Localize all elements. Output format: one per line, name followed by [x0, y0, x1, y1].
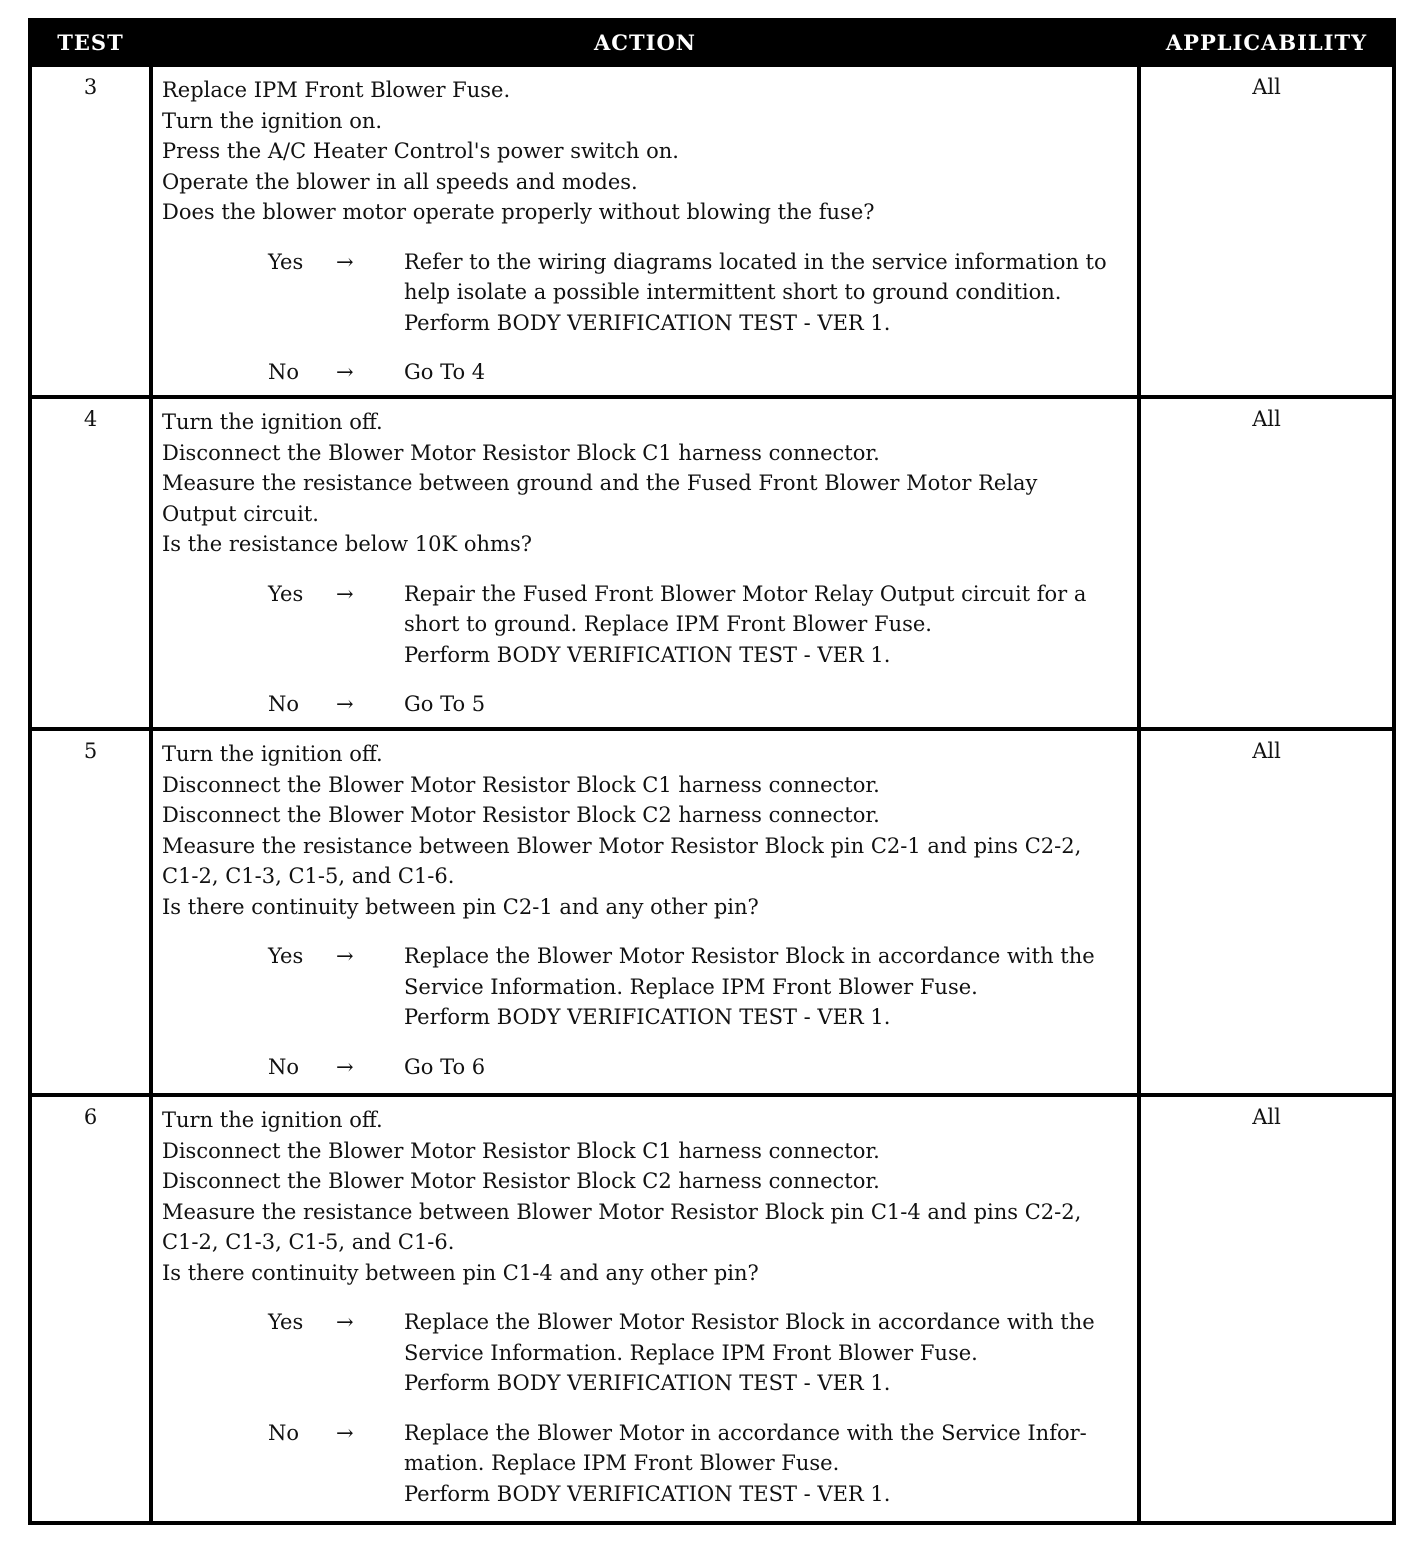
yes-result-line: Perform BODY VERIFICATION TEST - VER 1. [404, 1005, 891, 1029]
no-branch [162, 1418, 1129, 1510]
header-test: TEST [30, 20, 151, 65]
action-step: Measure the resistance between ground and the Fused Front Blower Motor Relay [162, 471, 1038, 495]
action-step: Replace IPM Front Blower Fuse. [162, 78, 511, 102]
action-step: Output circuit. [162, 501, 319, 526]
no-result [380, 1418, 1129, 1510]
no-branch [162, 357, 1129, 388]
yes-label: Yes [268, 249, 304, 274]
yes-result-line: Service Information. Replace IPM Front Blower Fuse. [404, 974, 978, 999]
applicability-value: All [1139, 1095, 1394, 1523]
no-result [380, 689, 1129, 720]
action-step: Disconnect the Blower Motor Resistor Block C1 harness connector. [162, 772, 880, 797]
action-step: Is there continuity between pin C2-1 and any other pin? [162, 894, 759, 919]
test-number: 5 [30, 729, 151, 1095]
yes-result [380, 1307, 1129, 1399]
action-step: Turn the ignition on. [162, 108, 383, 133]
arrow-right-icon: → [336, 1420, 354, 1445]
yes-result [380, 579, 1129, 671]
yes-result-line: Perform BODY VERIFICATION TEST - VER 1. [404, 642, 891, 667]
arrow-right-icon: → [336, 1310, 354, 1334]
action-cell [151, 729, 1139, 1095]
yes-label: Yes [268, 581, 304, 606]
header-applicability: APPLICABILITY [1139, 20, 1394, 65]
yes-result-line: Repair the Fused Front Blower Motor Relay Output circuit for a [404, 581, 1087, 606]
arrow-right-icon: → [336, 1054, 354, 1079]
arrow-right-icon: → [336, 581, 354, 606]
yes-result-line: Perform BODY VERIFICATION TEST - VER 1. [404, 310, 891, 335]
yes-result-line: Replace the Blower Motor Resistor Block in accordance with the [404, 944, 1095, 968]
table-row [30, 65, 1394, 397]
no-result-line: Go To 6 [404, 1054, 486, 1079]
no-result-line: mation. Replace IPM Front Blower Fuse. [404, 1451, 840, 1475]
table-body [30, 65, 1394, 1523]
arrow-right-icon: → [336, 249, 354, 274]
action-step: Turn the ignition off. [162, 1108, 383, 1132]
no-branch [162, 689, 1129, 720]
table-row [30, 397, 1394, 729]
action-step: Is there continuity between pin C1-4 and any other pin? [162, 1260, 759, 1285]
action-step: Press the A/C Heater Control's power switch on. [162, 139, 679, 163]
no-label: No [268, 692, 300, 716]
applicability-value: All [1139, 729, 1394, 1095]
test-number: 6 [30, 1095, 151, 1523]
yes-label: Yes [268, 1310, 304, 1334]
action-step: Disconnect the Blower Motor Resistor Block C2 harness connector. [162, 803, 880, 827]
no-label: No [268, 1420, 300, 1445]
yes-result-line: short to ground. Replace IPM Front Blower Fuse. [404, 612, 932, 636]
header-action: ACTION [151, 20, 1139, 65]
action-cell [151, 397, 1139, 729]
no-result-line: Perform BODY VERIFICATION TEST - VER 1. [404, 1481, 891, 1506]
action-step: C1-2, C1-3, C1-5, and C1-6. [162, 864, 455, 888]
no-label: No [268, 1054, 300, 1079]
action-step: Operate the blower in all speeds and modes. [162, 169, 638, 194]
action-step: Measure the resistance between Blower Motor Resistor Block pin C2-1 and pins C2-2, [162, 833, 1082, 858]
applicability-value: All [1139, 65, 1394, 397]
action-step: Turn the ignition off. [162, 410, 383, 434]
no-result [380, 1052, 1129, 1083]
no-result-line: Go To 4 [404, 360, 486, 384]
diagnostic-test-table [28, 18, 1396, 1525]
yes-result [380, 941, 1129, 1033]
yes-result-line: Perform BODY VERIFICATION TEST - VER 1. [404, 1371, 891, 1395]
yes-branch [162, 941, 1129, 1033]
action-step: Measure the resistance between Blower Motor Resistor Block pin C1-4 and pins C2-2, [162, 1199, 1082, 1224]
action-step: Disconnect the Blower Motor Resistor Block C1 harness connector. [162, 440, 880, 465]
action-step: Disconnect the Blower Motor Resistor Block C1 harness connector. [162, 1138, 880, 1163]
action-step: Turn the ignition off. [162, 742, 383, 766]
action-step: Disconnect the Blower Motor Resistor Block C2 harness connector. [162, 1169, 880, 1193]
yes-label: Yes [268, 944, 304, 968]
yes-result [380, 247, 1129, 339]
action-cell [151, 65, 1139, 397]
arrow-right-icon: → [336, 360, 354, 384]
test-number: 3 [30, 65, 151, 397]
action-cell [151, 1095, 1139, 1523]
table-header-row [30, 20, 1394, 65]
table-row [30, 1095, 1394, 1523]
yes-branch [162, 247, 1129, 339]
yes-result-line: Refer to the wiring diagrams located in the service information to [404, 249, 1107, 274]
test-number: 4 [30, 397, 151, 729]
yes-result-line: help isolate a possible intermittent short to ground condition. [404, 280, 1062, 304]
table-row [30, 729, 1394, 1095]
arrow-right-icon: → [336, 692, 354, 716]
no-result [380, 357, 1129, 388]
action-step: Is the resistance below 10K ohms? [162, 532, 532, 556]
yes-result-line: Replace the Blower Motor Resistor Block in accordance with the [404, 1310, 1095, 1334]
applicability-value: All [1139, 397, 1394, 729]
action-step: C1-2, C1-3, C1-5, and C1-6. [162, 1230, 455, 1254]
action-step: Does the blower motor operate properly without blowing the fuse? [162, 200, 875, 224]
no-label: No [268, 360, 300, 384]
no-branch [162, 1052, 1129, 1083]
no-result-line: Go To 5 [404, 692, 486, 716]
arrow-right-icon: → [336, 944, 354, 968]
yes-branch [162, 1307, 1129, 1399]
yes-branch [162, 579, 1129, 671]
yes-result-line: Service Information. Replace IPM Front Blower Fuse. [404, 1340, 978, 1365]
no-result-line: Replace the Blower Motor in accordance with the Service Infor- [404, 1420, 1087, 1445]
